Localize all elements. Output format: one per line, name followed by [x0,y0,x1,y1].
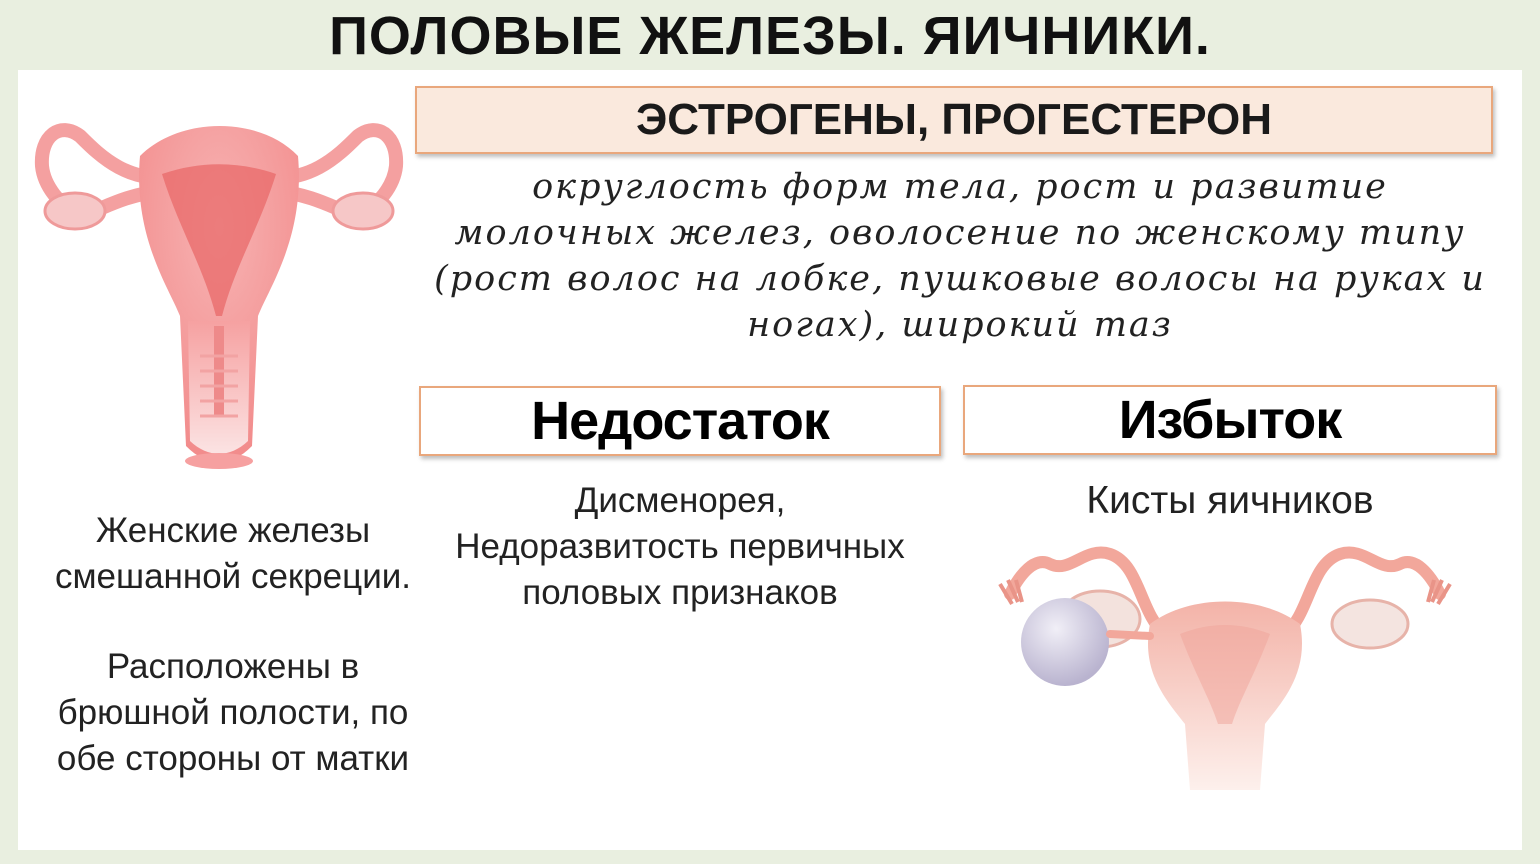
description-line: Женские железы [95,511,371,550]
effects-line: округлость форм тела, рост и развитие [532,167,1388,207]
description-line: обе стороны от матки [56,739,410,778]
deficiency-line: Недоразвитость первичных [455,527,905,566]
hormone-effects [430,164,1490,348]
effects-line: молочных желез, оволосение по женскому типу [454,213,1466,253]
deficiency-line: половых признаков [522,573,838,612]
uterus-illustration [30,116,408,476]
excess-description: Кисты яичников [1086,479,1374,522]
ovarian-cyst-illustration [990,524,1460,790]
description-line: Расположены в [106,647,360,686]
deficiency-description [420,478,940,616]
description-line: брюшной полости, по [57,693,409,732]
description-line: смешанной секреции. [54,557,412,596]
hormones-header: ЭСТРОГЕНЫ, ПРОГЕСТЕРОН [415,86,1493,154]
deficiency-heading: Недостаток [419,386,941,456]
excess-heading: Избыток [963,385,1497,455]
deficiency-line: Дисменорея, [574,481,786,520]
gland-description [28,508,438,782]
page-title: ПОЛОВЫЕ ЖЕЛЕЗЫ. ЯИЧНИКИ. [329,6,1211,66]
effects-line: ногах), широкий таз [747,305,1173,345]
effects-line: (рост волос на лобке, пушковые волосы на руках и [434,259,1486,299]
